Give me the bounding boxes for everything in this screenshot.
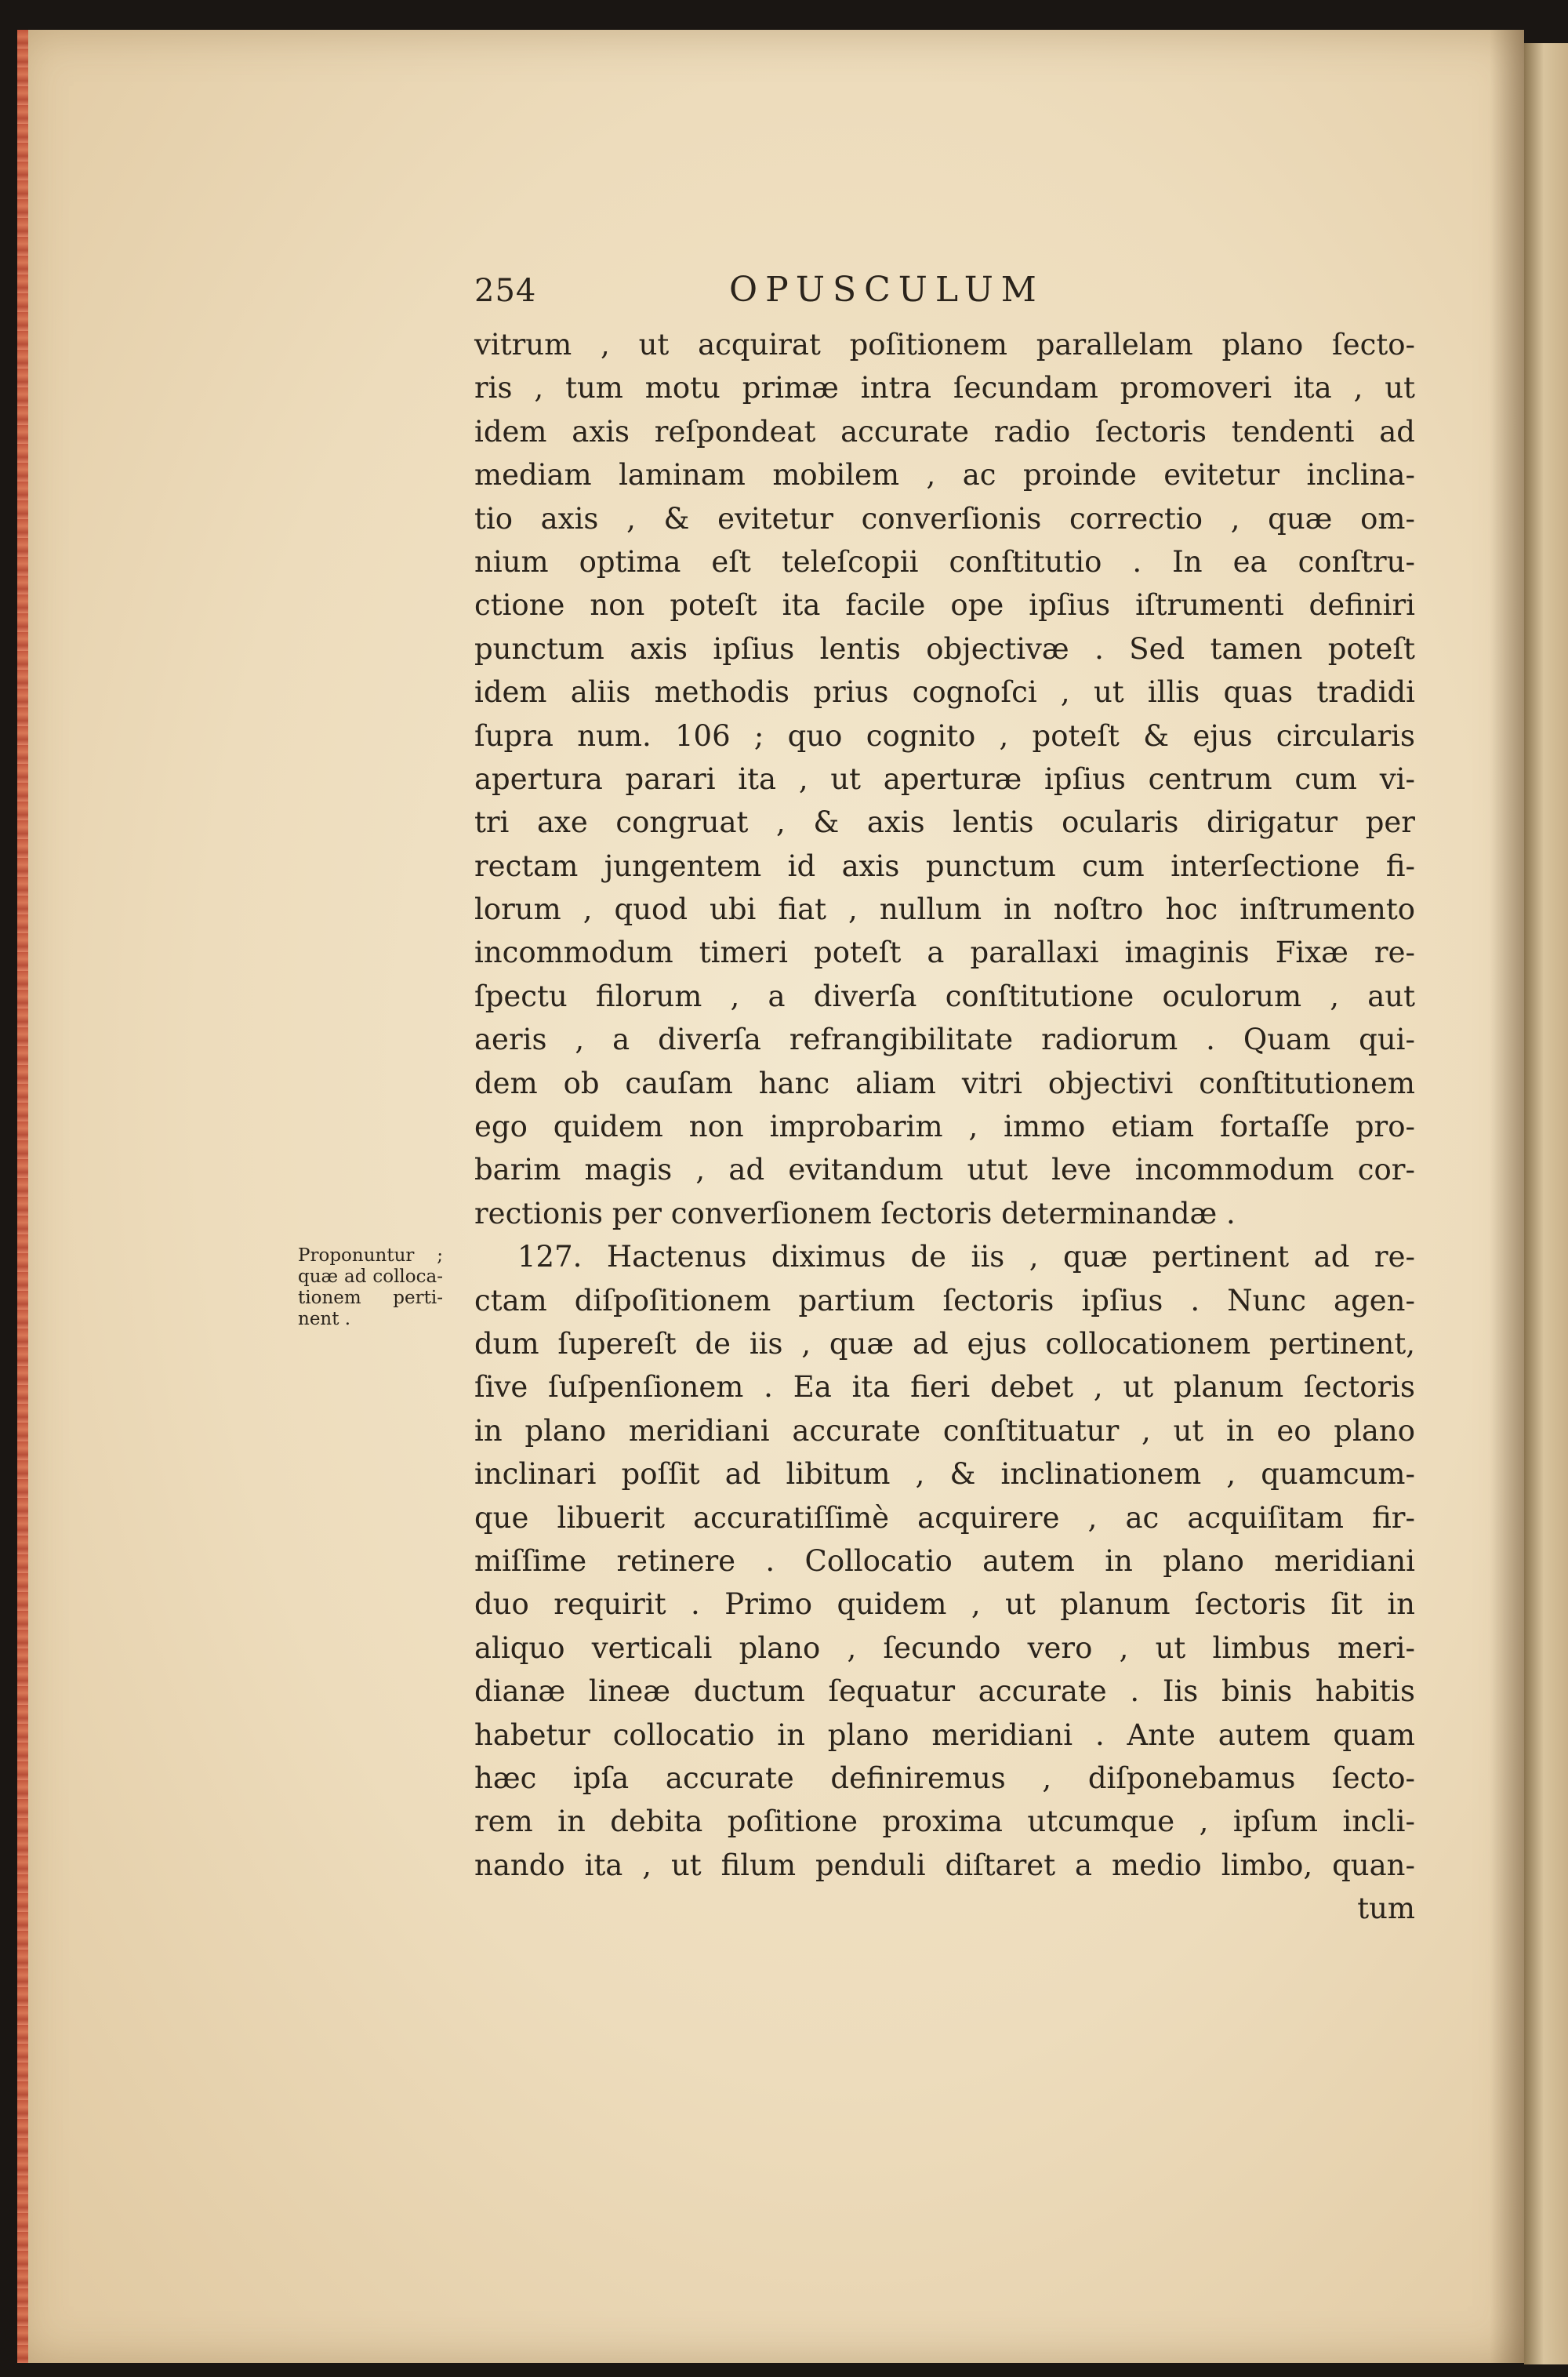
text-line: punctum axis ipſius lentis objectivæ . Sed tamen poteſt (474, 631, 1415, 666)
text-line: tri axe congruat , & axis lentis ocularis dirigatur per (474, 805, 1415, 840)
page-number: 254 (474, 273, 537, 309)
text-line: rectam jungentem id axis punctum cum interſectione fi- (474, 849, 1415, 883)
text-line: nium optima eſt teleſcopii conſtitutio . In ea conſtru- (474, 544, 1415, 579)
text-line: dianæ lineæ ductum ſequatur accurate . Iis binis habitis (474, 1674, 1415, 1709)
marginal-note-line: quæ ad colloca- (298, 1267, 443, 1287)
text-line: aeris , a diverſa refrangibilitate radiorum . Quam qui- (474, 1023, 1415, 1057)
text-line: apertura parari ita , ut aperturæ ipſius centrum cum vi- (474, 761, 1415, 796)
text-line: inclinari poſſit ad libitum , & inclinationem , quamcum- (474, 1457, 1415, 1492)
adjacent-page-edge (1524, 43, 1568, 2364)
text-line: aliquo verticali plano , ſecundo vero , ut limbus meri- (474, 1630, 1415, 1665)
text-line: in plano meridiani accurate conſtituatur , ut in eo plano (474, 1413, 1415, 1448)
text-line: ris , tum motu primæ intra ſecundam promoveri ita , ut (474, 371, 1415, 405)
text-line: mediam laminam mobilem , ac proinde evitetur inclina- (474, 458, 1415, 492)
text-line: hæc ipſa accurate definiremus , diſponebamus ſecto- (474, 1761, 1415, 1795)
red-page-edge (17, 30, 28, 2363)
text-line: tio axis , & evitetur converſionis correctio , quæ om- (474, 501, 1415, 536)
text-line: duo requirit . Primo quidem , ut planum ſectoris ſit in (474, 1587, 1415, 1622)
paragraph-start-line: 127. Hactenus diximus de iis , quæ pertinent ad re- (517, 1240, 1415, 1274)
text-line: habetur collocatio in plano meridiani . Ante autem quam (474, 1717, 1415, 1752)
text-line: dum ſupereſt de iis , quæ ad ejus collocationem pertinent, (474, 1326, 1415, 1361)
text-line: incommodum timeri poteſt a parallaxi imaginis Fixæ re- (474, 936, 1415, 970)
page-header (474, 270, 1415, 320)
text-line: rectionis per converſionem ſectoris determinandæ . (474, 1196, 1236, 1230)
text-line: miſſime retinere . Collocatio autem in plano meridiani (474, 1543, 1415, 1578)
text-line: ſpectu filorum , a diverſa conſtitutione oculorum , aut (474, 979, 1415, 1013)
text-line: idem aliis methodis prius cognoſci , ut illis quas tradidi (474, 675, 1415, 710)
text-line: vitrum , ut acquirat poſitionem parallelam plano ſecto- (474, 328, 1415, 362)
text-line: ego quidem non improbarim , immo etiam fortaſſe pro- (474, 1110, 1415, 1144)
marginal-note-line: nent . (298, 1309, 351, 1329)
text-line: idem axis reſpondeat accurate radio ſectoris tendenti ad (474, 414, 1415, 449)
catchword: tum (1357, 1892, 1415, 1926)
text-line: dem ob cauſam hanc aliam vitri objectivi conſtitutionem (474, 1066, 1415, 1100)
text-line: ctione non poteſt ita facile ope ipſius iſtrumenti definiri (474, 588, 1415, 623)
body-text (474, 323, 1415, 1930)
text-line: ſive ſuſpenſionem . Ea ita fieri debet , ut planum ſectoris (474, 1370, 1415, 1405)
gutter-shadow (1490, 30, 1524, 2363)
text-line: ctam diſpoſitionem partium ſectoris ipſius . Nunc agen- (474, 1283, 1415, 1318)
text-line: lorum , quod ubi fiat , nullum in noſtro hoc inſtrumento (474, 892, 1415, 927)
text-line: rem in debita poſitione proxima utcumque , ipſum incli- (474, 1805, 1415, 1839)
text-line: ſupra num. 106 ; quo cognito , poteſt & ejus circularis (474, 718, 1415, 753)
text-line: que libuerit accuratiſſimè acquirere , ac acquiſitam fir- (474, 1500, 1415, 1535)
marginal-note (298, 1245, 443, 1330)
text-line: barim magis , ad evitandum utut leve incommodum cor- (474, 1153, 1415, 1187)
marginal-note-line: Proponuntur ; (298, 1245, 443, 1266)
marginal-note-line: tionem perti- (298, 1288, 443, 1308)
running-title: OPUSCULUM (729, 270, 1044, 310)
text-line: nando ita , ut filum penduli diſtaret a medio limbo, quan- (474, 1848, 1415, 1882)
